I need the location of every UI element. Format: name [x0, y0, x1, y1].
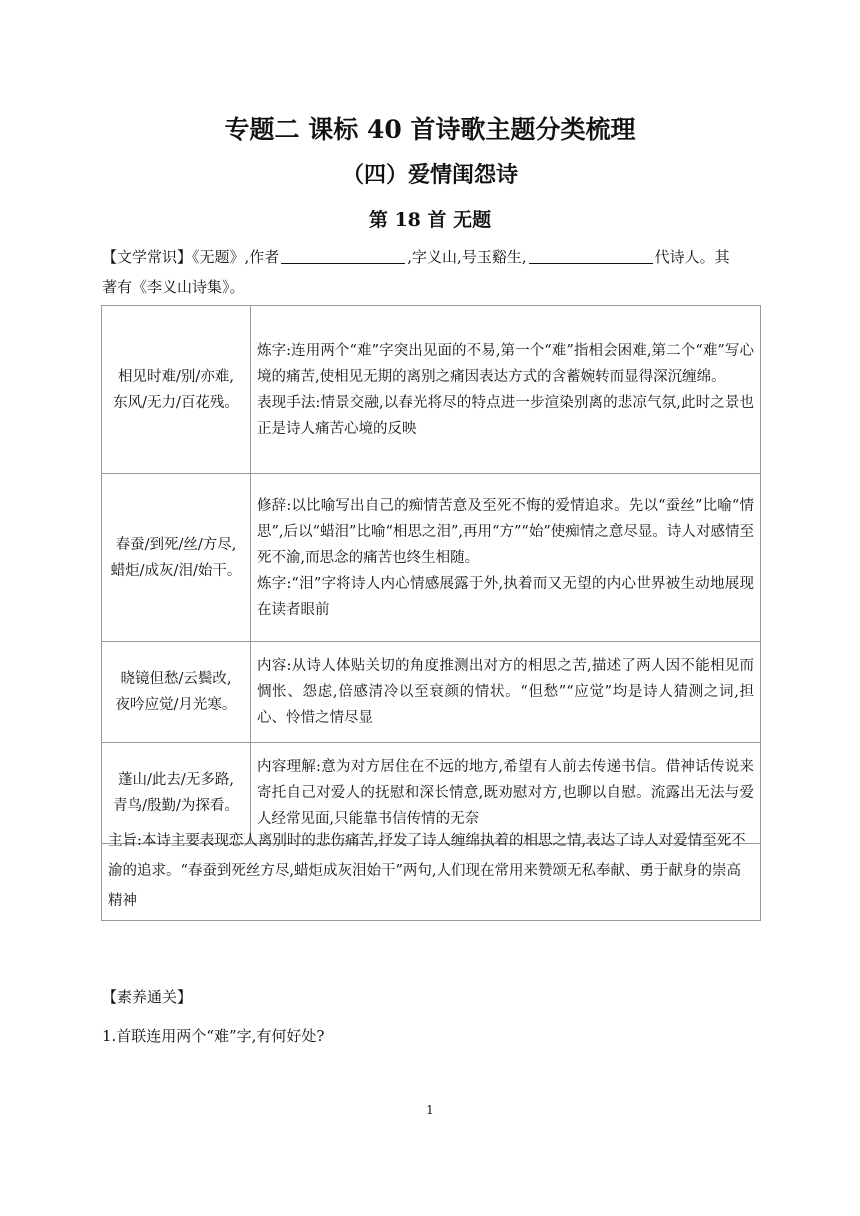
- theme-summary: 主旨:本诗主要表现恋人离别时的悲伤痛苦,抒发了诗人缠绵执着的相思之情,表达了诗人对爱情至死不渝的追求。“春蚕到死丝方尽,蜡炬成灰泪始干”两句,人们现在常用来赞颂无私奉献、勇于献身的崇高精神: [101, 822, 761, 921]
- poem-line: 蓬山/此去/无多路,: [118, 772, 234, 788]
- poem-line: 晓镜但愁/云鬓改,: [120, 671, 232, 687]
- analysis-cell: [251, 474, 761, 642]
- poem-line: 青鸟/殷勤/为探看。: [113, 798, 239, 814]
- intro-text-3: 代诗人。其: [654, 248, 730, 266]
- dynasty-blank[interactable]: [529, 247, 653, 264]
- page-number: 1: [426, 1103, 434, 1117]
- analysis-text: 炼字:连用两个“难”字突出见面的不易,第一个“难”指相会困难,第二个“难”写心境的痛苦,使相见无期的离别之痛因表达方式的含蓄婉转而显得深沉缠绵。: [257, 342, 754, 385]
- table-row: [102, 306, 761, 474]
- poem-analysis-table: [101, 305, 761, 844]
- analysis-cell: [251, 306, 761, 474]
- analysis-text: 炼字:“泪”字将诗人内心情感展露于外,执着而又无望的内心世界被生动地展现在读者眼前: [257, 575, 754, 618]
- poem-line: 蜡炬/成灰/泪/始干。: [110, 562, 242, 579]
- analysis-text: 表现手法:情景交融,以春光将尽的特点进一步渲染别离的悲凉气氛,此时之景也正是诗人痛苦心境的反映: [257, 394, 754, 437]
- analysis-cell: [251, 642, 761, 743]
- intro-text-1: 【文学常识】《无题》,作者: [102, 248, 280, 266]
- section-subtitle: （四）爱情闺怨诗: [341, 162, 518, 188]
- analysis-text: 内容:从诗人体贴关切的角度推测出对方的相思之苦,描述了两人因不能相见而惆怅、怨虑,倍感清冷以至衰颜的情状。“但愁”“应觉”均是诗人猜测之词,担心、怜惜之情尽显: [257, 658, 754, 726]
- table-row: [102, 474, 761, 642]
- poem-heading: 第 18 首 无题: [368, 209, 492, 231]
- analysis-text: 修辞:以比喻写出自己的痴情苦意及至死不悔的爱情追求。先以“蚕丝”比喻“情思”,后以“蜡泪”比喻“相思之泪”,再用“方”“始”使痴情之意尽显。诗人对感情至死不渝,而思念的痛苦也终生相随。: [257, 497, 754, 566]
- author-blank[interactable]: [281, 247, 405, 264]
- question-1: 1.首联连用两个“难”字,有何好处?: [102, 1027, 325, 1045]
- poem-line: 东风/无力/百花残。: [113, 394, 239, 411]
- intro-text-2: ,字义山,号玉谿生,: [407, 248, 527, 266]
- poem-line: 夜吟应觉/月光寒。: [115, 697, 237, 713]
- poem-line: 相见时难/别/亦难,: [118, 368, 234, 385]
- poem-lines-cell: [102, 474, 251, 642]
- table-row: [102, 642, 761, 743]
- analysis-text: 内容理解:意为对方居住在不远的地方,希望有人前去传递书信。借神话传说来寄托自己对爱人的抚慰和深长情意,既劝慰对方,也聊以自慰。流露出无法与爱人经常见面,只能靠书信传情的无奈: [257, 759, 754, 827]
- page-title: 专题二 课标 40 首诗歌主题分类梳理: [224, 115, 636, 144]
- intro-text-4: 著有《李义山诗集》。: [102, 278, 245, 296]
- poem-lines-cell: [102, 306, 251, 474]
- section-label: 【素养通关】: [102, 988, 193, 1006]
- poem-lines-cell: [102, 642, 251, 743]
- literary-knowledge: [102, 242, 762, 302]
- poem-line: 春蚕/到死/丝/方尽,: [115, 536, 237, 553]
